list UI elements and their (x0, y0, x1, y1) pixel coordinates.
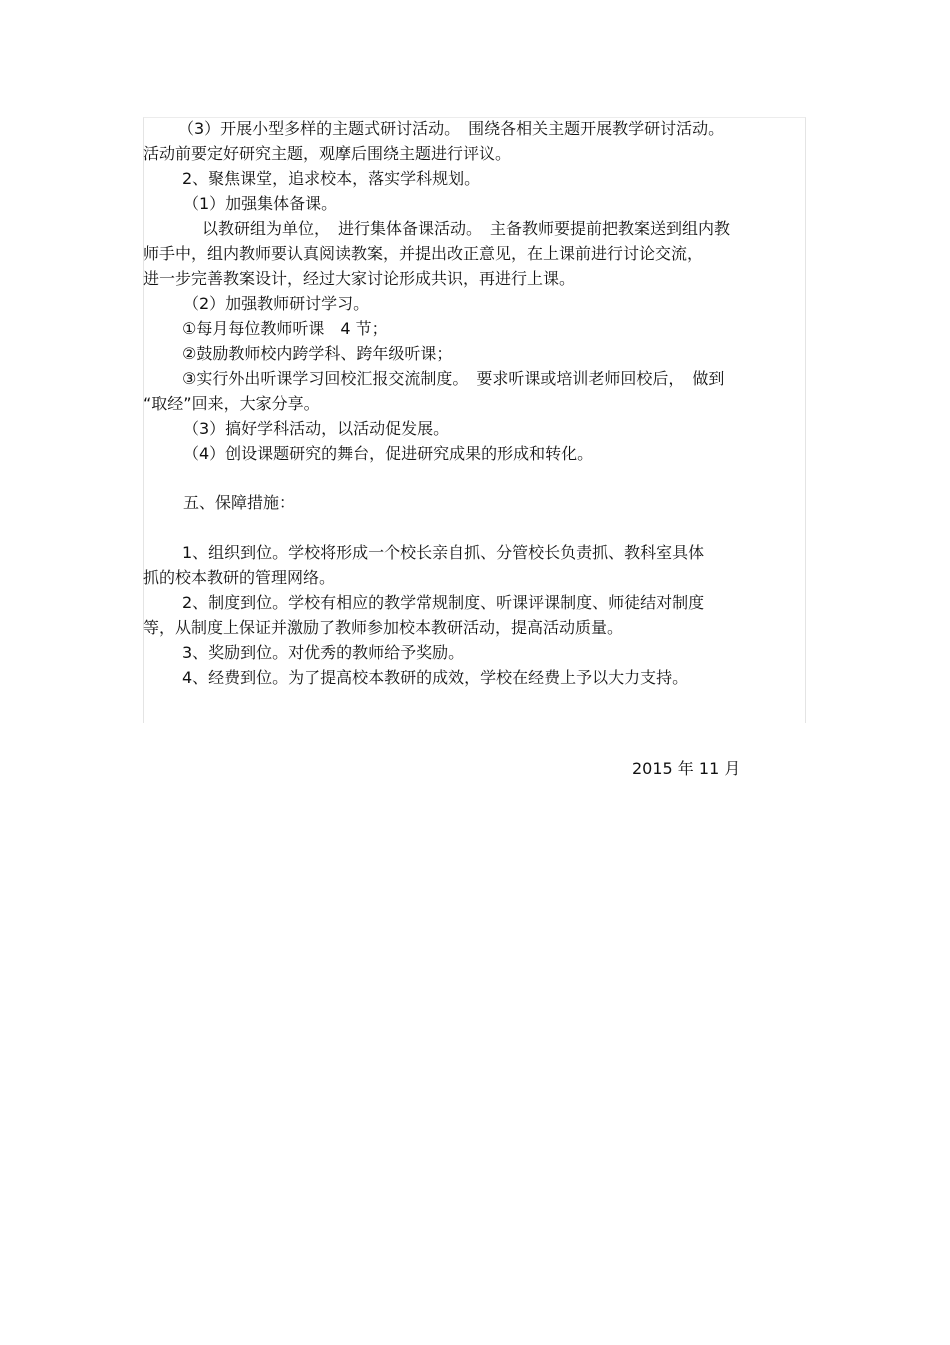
text-line-20: 3、奖励到位。对优秀的教师给予奖励。 (182, 643, 465, 662)
text-line-11: ③实行外出听课学习回校汇报交流制度。 要求听课或培训老师回校后， 做到 (182, 369, 725, 388)
text-line-14: （4）创设课题研究的舞台，促进研究成果的形成和转化。 (183, 444, 594, 463)
text-line-2: 活动前要定好研究主题，观摩后围绕主题进行评议。 (143, 144, 512, 163)
text-line-12: “取经”回来，大家分享。 (143, 394, 320, 413)
text-line-3: 2、聚焦课堂，追求校本，落实学科规划。 (182, 169, 481, 188)
text-line-4: （1）加强集体备课。 (183, 194, 338, 213)
text-line-19: 等，从制度上保证并激励了教师参加校本教研活动，提高活动质量。 (143, 618, 624, 637)
text-line-8: （2）加强教师研讨学习。 (183, 294, 370, 313)
text-line-5: 以教研组为单位， 进行集体备课活动。 主备教师要提前把教案送到组内教 (202, 219, 731, 238)
text-line-6: 师手中，组内教师要认真阅读教案，并提出改正意见，在上课前进行讨论交流， (143, 244, 704, 263)
text-line-18: 2、制度到位。学校有相应的教学常规制度、听课评课制度、师徒结对制度 (182, 593, 705, 612)
text-line-1: （3）开展小型多样的主题式研讨活动。 围绕各相关主题开展教学研讨活动。 (178, 119, 725, 138)
text-line-9: ①每月每位教师听课 4 节； (182, 319, 388, 338)
text-line-17: 抓的校本教研的管理网络。 (143, 568, 336, 587)
text-line-7: 进一步完善教案设计，经过大家讨论形成共识，再进行上课。 (143, 269, 576, 288)
text-line-21: 4、经费到位。为了提高校本教研的成效，学校在经费上予以大力支持。 (182, 668, 689, 687)
text-line-10: ②鼓励教师校内跨学科、跨年级听课； (182, 344, 453, 363)
text-line-13: （3）搞好学科活动，以活动促发展。 (183, 419, 450, 438)
text-line-16: 1、组织到位。学校将形成一个校长亲自抓、分管校长负责抓、教科室具体 (182, 543, 705, 562)
document-date: 2015 年 11 月 (632, 759, 741, 778)
section-heading: 五、保障措施： (183, 493, 296, 512)
